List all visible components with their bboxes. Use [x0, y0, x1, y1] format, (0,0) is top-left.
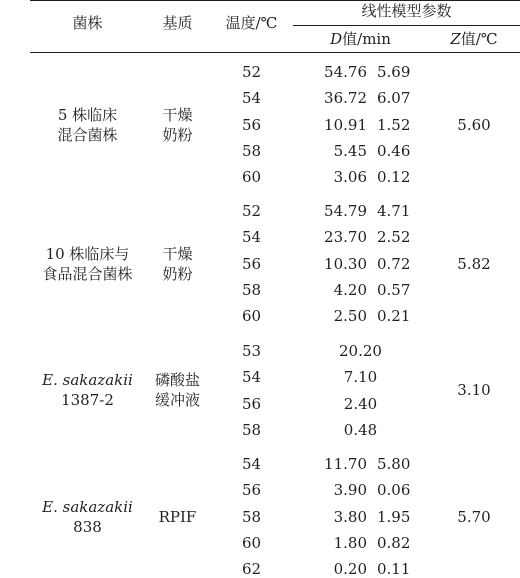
- d-value-cell-2: 4.71: [377, 202, 411, 220]
- d-value-cell-1: 23.70: [324, 228, 367, 247]
- d-value-cell: 20.20: [339, 342, 382, 360]
- temperature-cell: 52: [241, 202, 262, 220]
- d-value-cell-1: 10.30: [324, 254, 367, 273]
- temperature-cell: 60: [241, 168, 262, 187]
- header-strain: 菌株: [72, 14, 103, 32]
- d-value-cell-2: 0.72: [377, 254, 411, 273]
- d-value-cell-1: 5.45: [333, 141, 367, 160]
- z-value: 5.82: [457, 254, 491, 273]
- strain-line1: E. sakazakii: [42, 497, 133, 516]
- d-value-cell-2: 5.80: [377, 455, 411, 473]
- d-value-cell-2: 0.57: [377, 280, 411, 299]
- header-bottom-rule: [30, 52, 520, 53]
- params-underline: [293, 25, 520, 26]
- temperature-cell: 58: [241, 420, 262, 439]
- d-value-cell-1: 3.90: [333, 481, 367, 500]
- strain-line1: 10 株临床与: [45, 244, 130, 263]
- z-value: 5.60: [457, 115, 491, 134]
- z-value: 5.70: [457, 507, 491, 526]
- d-value-cell-2: 5.69: [377, 63, 411, 81]
- d-value-cell-1: 54.79: [324, 202, 367, 220]
- d-value-cell-1: 11.70: [324, 455, 367, 473]
- strain-line2: 838: [73, 517, 102, 536]
- temperature-cell: 60: [241, 307, 262, 326]
- z-value: 3.10: [457, 381, 491, 400]
- d-value-cell-2: 0.11: [377, 560, 411, 578]
- d-value-cell: 7.10: [343, 368, 378, 387]
- strain-line1: 5 株临床: [57, 105, 118, 124]
- temperature-cell: 54: [241, 228, 262, 247]
- matrix-line1: RPIF: [158, 507, 197, 526]
- matrix-line1: 干燥: [162, 105, 193, 124]
- header-z-value: Z值/℃: [450, 30, 498, 48]
- d-value-cell-2: 2.52: [377, 228, 411, 247]
- d-value-cell-2: 0.06: [377, 481, 411, 500]
- matrix-line2: 奶粉: [162, 264, 193, 283]
- d-value-cell: 0.48: [343, 420, 378, 439]
- d-value-cell-1: 4.20: [333, 280, 367, 299]
- d-value-cell-1: 36.72: [324, 89, 367, 108]
- d-value-cell-2: 0.12: [377, 168, 411, 187]
- d-value-cell-2: 0.46: [377, 141, 411, 160]
- header-d-value: D值/min: [330, 30, 391, 48]
- d-value-cell-2: 1.95: [377, 507, 411, 526]
- strain-line2: 混合菌株: [57, 125, 118, 144]
- d-value-cell-1: 2.50: [333, 307, 367, 326]
- d-value-cell-2: 1.52: [377, 115, 411, 134]
- top-rule: [30, 0, 520, 1]
- matrix-line2: 缓冲液: [154, 391, 200, 410]
- temperature-cell: 58: [241, 507, 262, 526]
- header-linear-model-params: 线性模型参数: [361, 2, 452, 20]
- d-value-cell-2: 0.82: [377, 533, 411, 552]
- temperature-cell: 56: [241, 254, 262, 273]
- temperature-cell: 54: [241, 455, 262, 473]
- temperature-cell: 52: [241, 63, 262, 81]
- strain-line2: 食品混合菌株: [42, 264, 133, 283]
- d-value-cell-2: 6.07: [377, 89, 411, 108]
- temperature-cell: 60: [241, 533, 262, 552]
- header-temperature: 温度/℃: [225, 14, 278, 32]
- temperature-cell: 54: [241, 89, 262, 108]
- temperature-cell: 56: [241, 115, 262, 134]
- temperature-cell: 54: [241, 368, 262, 387]
- d-value-cell-1: 1.80: [333, 533, 367, 552]
- temperature-cell: 62: [241, 560, 262, 578]
- temperature-cell: 56: [241, 481, 262, 500]
- strain-line1: E. sakazakii: [42, 371, 133, 390]
- d-value-cell-1: 10.91: [324, 115, 367, 134]
- matrix-line2: 奶粉: [162, 125, 193, 144]
- matrix-line1: 干燥: [162, 244, 193, 263]
- matrix-line1: 磷酸盐: [154, 371, 200, 390]
- header-matrix: 基质: [162, 14, 193, 32]
- d-value-cell-2: 0.21: [377, 307, 411, 326]
- d-value-cell-1: 54.76: [324, 63, 367, 81]
- temperature-cell: 58: [241, 280, 262, 299]
- strain-line2: 1387-2: [61, 391, 114, 410]
- d-value-cell-1: 0.20: [333, 560, 367, 578]
- temperature-cell: 53: [241, 342, 262, 360]
- d-value-cell: 2.40: [343, 394, 378, 413]
- temperature-cell: 58: [241, 141, 262, 160]
- d-value-cell-1: 3.06: [333, 168, 367, 187]
- temperature-cell: 56: [241, 394, 262, 413]
- d-value-cell-1: 3.80: [333, 507, 367, 526]
